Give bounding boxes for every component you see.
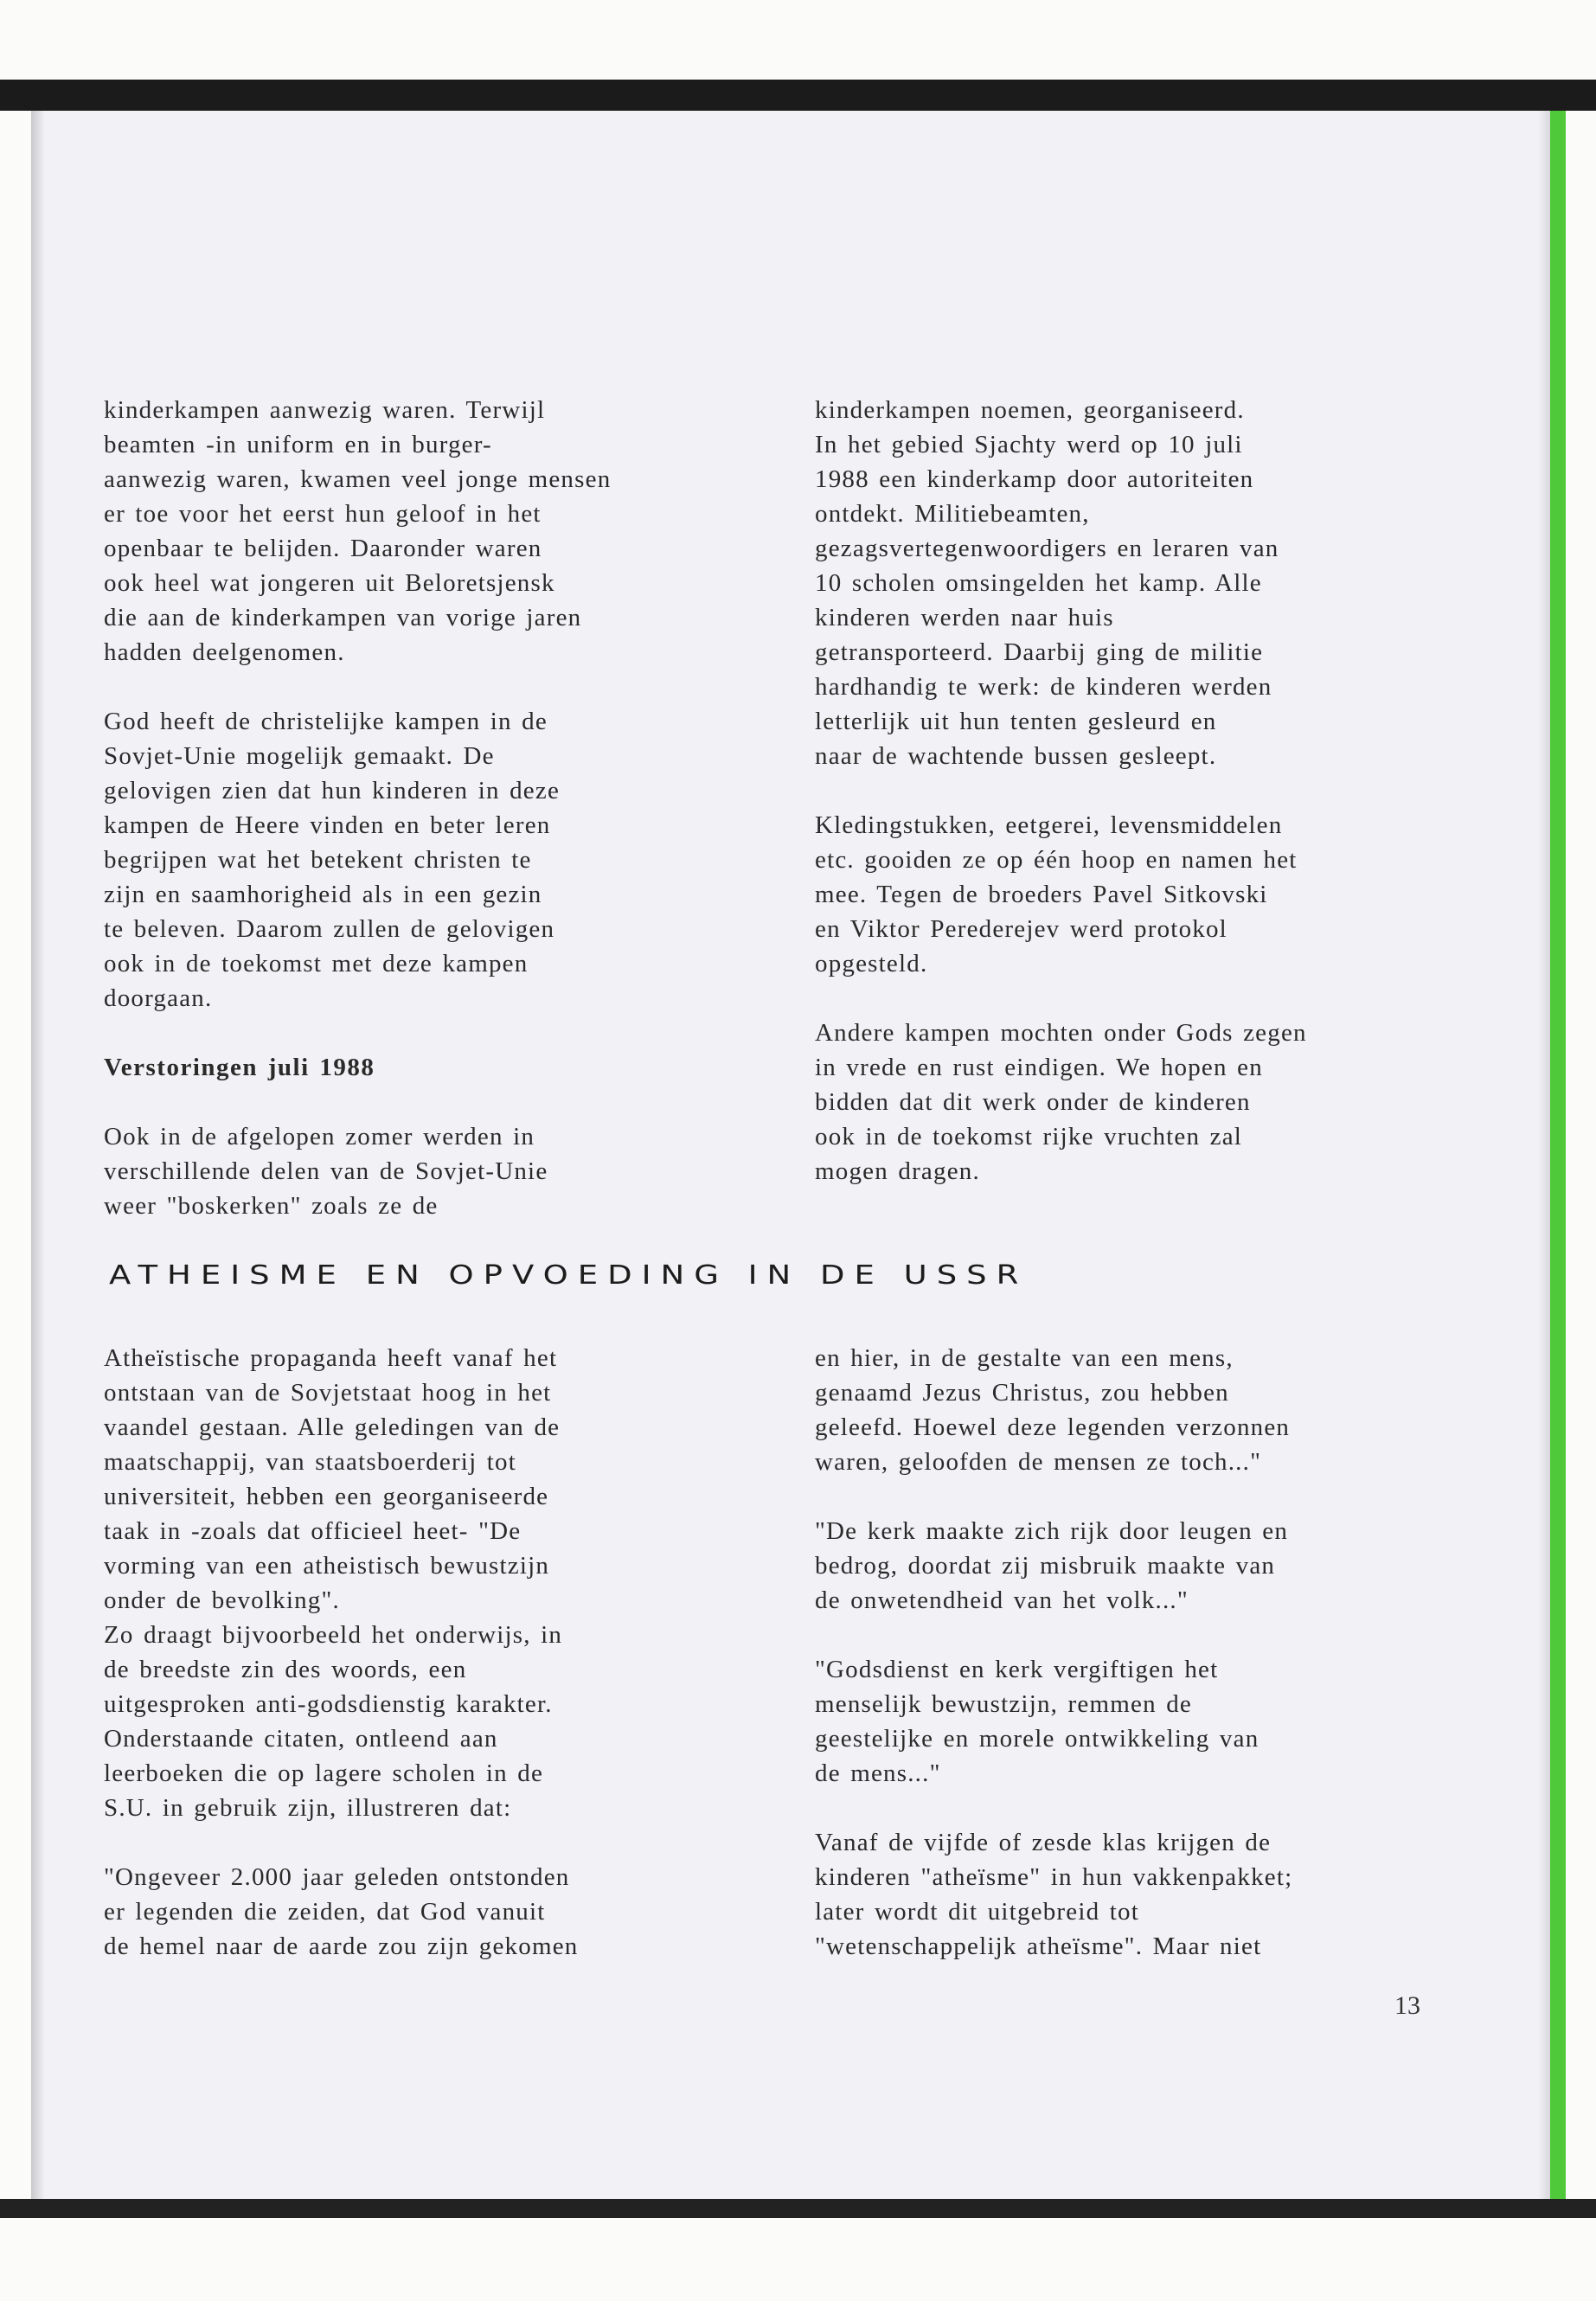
paragraph: Kledingstukken, eetgerei, levensmiddelen etc. gooiden ze op één hoop en namen het mee. Tegen de broeders Pavel Sitkovski en Viktor Perederejev werd protokol opgesteld. xyxy=(815,811,1298,977)
paragraph: "Godsdienst en kerk vergiftigen het menselijk bewustzijn, remmen de geestelijke en morele ontwikkeling van de mens..." xyxy=(815,1656,1259,1787)
subheading: Verstoringen juli 1988 xyxy=(104,1054,375,1081)
paragraph: Andere kampen mochten onder Gods zegen in vrede en rust eindigen. We hopen en bidden dat dit werk onder de kinderen ook in de toekomst rijke vruchten zal mogen dragen. xyxy=(815,1019,1307,1185)
paragraph: God heeft de christelijke kampen in de Sovjet-Unie mogelijk gemaakt. De gelovigen zien dat hun kinderen in deze kampen de Heere vinden en beter leren begrijpen wat het betekent christen te zijn en saamhorigheid als in een gezin te beleven. Daarom zullen de gelovigen ook in de toekomst met deze kampen doorgaan. xyxy=(104,708,561,1012)
paragraph: kinderkampen noemen, georganiseerd. In het gebied Sjachty werd op 10 juli 1988 een kinderkamp door autoriteiten ontdekt. Militiebeamten, gezagsvertegenwoordigers en leraren van 10 scholen omsingelden het kamp. Alle kinderen werden naar huis getransporteerd. Daarbij ging de militie hardhandig te werk: de kinderen werden letterlijk uit hun tenten gesleurd en naar de wachtende bussen gesleept. xyxy=(815,396,1279,770)
paragraph: Vanaf de vijfde of zesde klas krijgen de kinderen "atheïsme" in hun vakkenpakket; later wordt dit uitgebreid tot "wetenschappelijk atheïsme". Maar niet xyxy=(815,1829,1293,1960)
page-number: 13 xyxy=(1394,1991,1420,2020)
paragraph: en hier, in de gestalte van een mens, genaamd Jezus Christus, zou hebben geleefd. Hoewel deze legenden verzonnen waren, geloofden de mensen ze toch..." xyxy=(815,1344,1291,1476)
page-binding-shadow xyxy=(31,111,45,2199)
page-edge-shadow xyxy=(1538,111,1550,2199)
top-right-column xyxy=(815,393,1472,1189)
green-page-edge xyxy=(1550,111,1566,2199)
paragraph: Atheïstische propaganda heeft vanaf het ontstaan van de Sovjetstaat hoog in het vaandel gestaan. Alle geledingen van de maatschappij, van staatsboerderij tot universiteit, hebben een georganiseerde taak in -zoals dat officieel heet- "De vorming van een atheistisch bewustzijn onder de bevolking". Zo draagt bijvoorbeeld het onderwijs, in de breedste zin des woords, een uitgesproken anti-godsdienstig karakter. Onderstaande citaten, ontleend aan leerboeken die op lagere scholen in de S.U. in gebruik zijn, illustreren dat: xyxy=(104,1344,563,1822)
paragraph: Ook in de afgelopen zomer werden in verschillende delen van de Sovjet-Unie weer "boskerken" zoals ze de xyxy=(104,1123,548,1220)
top-left-column xyxy=(104,393,796,1223)
scanner-top-edge xyxy=(0,80,1596,111)
paragraph: "De kerk maakte zich rijk door leugen en bedrog, doordat zij misbruik maakte van de onwetendheid van het volk..." xyxy=(815,1517,1289,1614)
article-heading: ATHEISME EN OPVOEDING IN DE USSR xyxy=(109,1259,1029,1291)
paragraph: "Ongeveer 2.000 jaar geleden ontstonden er legenden die zeiden, dat God vanuit de hemel naar de aarde zou zijn gekomen xyxy=(104,1863,579,1960)
bottom-right-column xyxy=(815,1341,1472,1964)
scanner-bottom-edge xyxy=(0,2199,1596,2218)
paragraph: kinderkampen aanwezig waren. Terwijl beamten -in uniform en in burger- aanwezig waren, kwamen veel jonge mensen er toe voor het eerst hun geloof in het openbaar te belijden. Daaronder waren ook heel wat jongeren uit Beloretsjensk die aan de kinderkampen van vorige jaren hadden deelgenomen. xyxy=(104,396,612,666)
bottom-left-column xyxy=(104,1341,796,1964)
